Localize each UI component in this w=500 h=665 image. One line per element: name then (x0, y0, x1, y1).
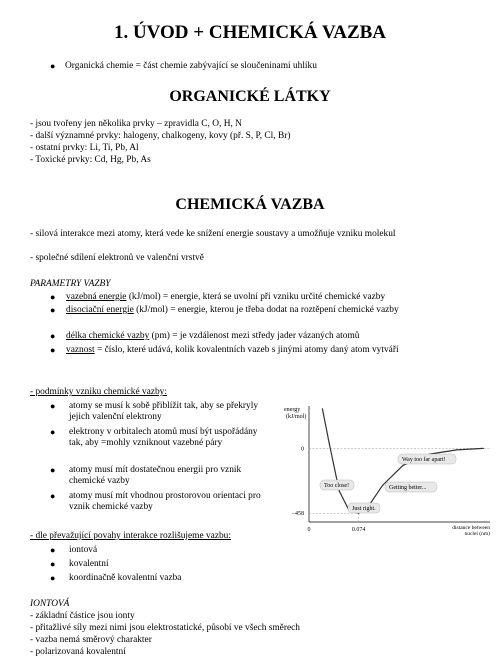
param-desc: (pm) = je vzdálenost mezi středy jader vázaných atomů (149, 331, 360, 341)
ionic-line: - vazba nemá směrový charakter (30, 635, 152, 645)
y-tick-label: 0 (301, 446, 304, 453)
division-item: kovalentní (69, 559, 109, 569)
bullet-icon: ● (50, 292, 56, 302)
annotation-text: Getting better... (389, 485, 427, 491)
param-term: vaznost (66, 345, 95, 355)
division-item: iontová (69, 545, 98, 555)
curve-point (382, 485, 383, 486)
x-tick-label: 0.074 (351, 527, 366, 533)
param-desc: (kJ/mol) = energie, která se uvolní při vzniku určité chemické vazby (126, 292, 386, 302)
params-heading: PARAMETRY VAZBY (30, 279, 111, 289)
param-item (66, 305, 451, 316)
conditions-heading: - podmínky vzniku chemické vazby: (30, 387, 167, 397)
division-heading: - dle převažující povahy interakce rozlišujeme vazbu: (30, 531, 231, 541)
x-axis-label: distance between (452, 525, 490, 531)
bond-heading: CHEMICKÁ VAZBA (175, 196, 325, 213)
curve-point (339, 490, 340, 491)
annotation-text: Too close! (324, 483, 350, 489)
bullet-icon: ● (50, 573, 56, 583)
curve-point (329, 442, 330, 443)
curve-point (322, 408, 323, 409)
curve-point (456, 449, 457, 450)
annotation-right (348, 503, 380, 513)
bond-sharing: - společné sdílení elektronů ve valenční vrstvě (30, 253, 204, 263)
annotation-far (398, 454, 456, 464)
bullet-icon: ● (50, 427, 56, 437)
annotation-text: Just right. (352, 506, 376, 512)
param-item (66, 292, 385, 303)
x-tick-label: 0 (307, 527, 311, 533)
organic-line: - Toxické prvky: Cd, Hg, Pb, As (30, 155, 151, 165)
condition-item: atomy musí mít vhodnou prostorovou orientaci pro vznik chemické vazby (69, 491, 261, 512)
organic-heading: ORGANICKÉ LÁTKY (169, 88, 331, 105)
ionic-line: - polarizovaná kovalentní (30, 647, 126, 657)
annotation-better (385, 482, 437, 492)
ionic-heading: IONTOVÁ (30, 599, 70, 609)
division-item: koordinačně kovalentní vazba (69, 573, 182, 583)
param-term: délka chemické vazby (66, 331, 150, 341)
intro-text: Organická chemie = část chemie zabývající se sloučeninami uhlíku (65, 61, 317, 71)
bullet-icon: ● (50, 331, 56, 341)
condition-item: atomy musí mít dostatečnou energii pro vznik chemické vazby (69, 465, 242, 486)
annotation-close (320, 480, 354, 490)
energy-distance-chart (282, 402, 494, 542)
curve-point (402, 465, 403, 466)
curve-point (483, 448, 484, 449)
bond-definition: - silová interakce mezi atomy, která vede ke snížení energie soustavy a umožňuje vzniku molekul (30, 229, 396, 239)
bullet-icon: ● (50, 305, 56, 315)
y-tick-label: −458 (291, 511, 304, 518)
bullet-icon: ● (50, 401, 56, 411)
bullet-icon: ● (50, 61, 56, 71)
ionic-line: - základní částice jsou ionty (30, 611, 135, 621)
param-desc: (kJ/mol) = energie, kterou je třeba dodat na roztěpení chemické vazby (133, 305, 399, 315)
bullet-icon: ● (50, 345, 56, 355)
y-axis-label: energy (284, 407, 301, 413)
organic-line: - ostatní prvky: Li, Ti, Pb, Al (30, 143, 139, 153)
param-term: disociační energie (66, 305, 134, 315)
bullet-icon: ● (50, 559, 56, 569)
page-title: 1. ÚVOD + CHEMICKÁ VAZBA (113, 22, 387, 43)
condition-item: elektrony v orbitalech atomů musí být uspořádány tak, aby =mohly vzniknout vazebné páry (69, 427, 258, 448)
y-axis-unit-label: (kJ/mol) (286, 414, 307, 420)
condition-item: atomy se musí k sobě přiblížit tak, aby se překryly jejich valenční elektrony (69, 401, 259, 422)
param-term: vazebná energie (66, 292, 127, 302)
param-item (66, 331, 359, 342)
bullet-icon: ● (50, 545, 56, 555)
param-item (66, 345, 451, 356)
annotation-text: Way too far apart! (402, 457, 446, 463)
param-desc: = číslo, které udává, kolik kovalentních vazeb s jinými atomy daný atom vytváří (94, 345, 399, 355)
ionic-line: - přitažlivé síly mezi nimi jsou elektrostatické, působí ve všech směrech (30, 623, 300, 633)
bullet-icon: ● (50, 491, 56, 501)
organic-line: - jsou tvořeny jen několika prvky – zpravidla C, O, H, N (30, 119, 242, 129)
x-axis-unit-label: nuclei (nm) (464, 531, 490, 537)
organic-line: - další významné prvky: halogeny, chalkogeny, kovy (př. S, P, Cl, Br) (30, 131, 291, 141)
bullet-icon: ● (50, 465, 56, 475)
